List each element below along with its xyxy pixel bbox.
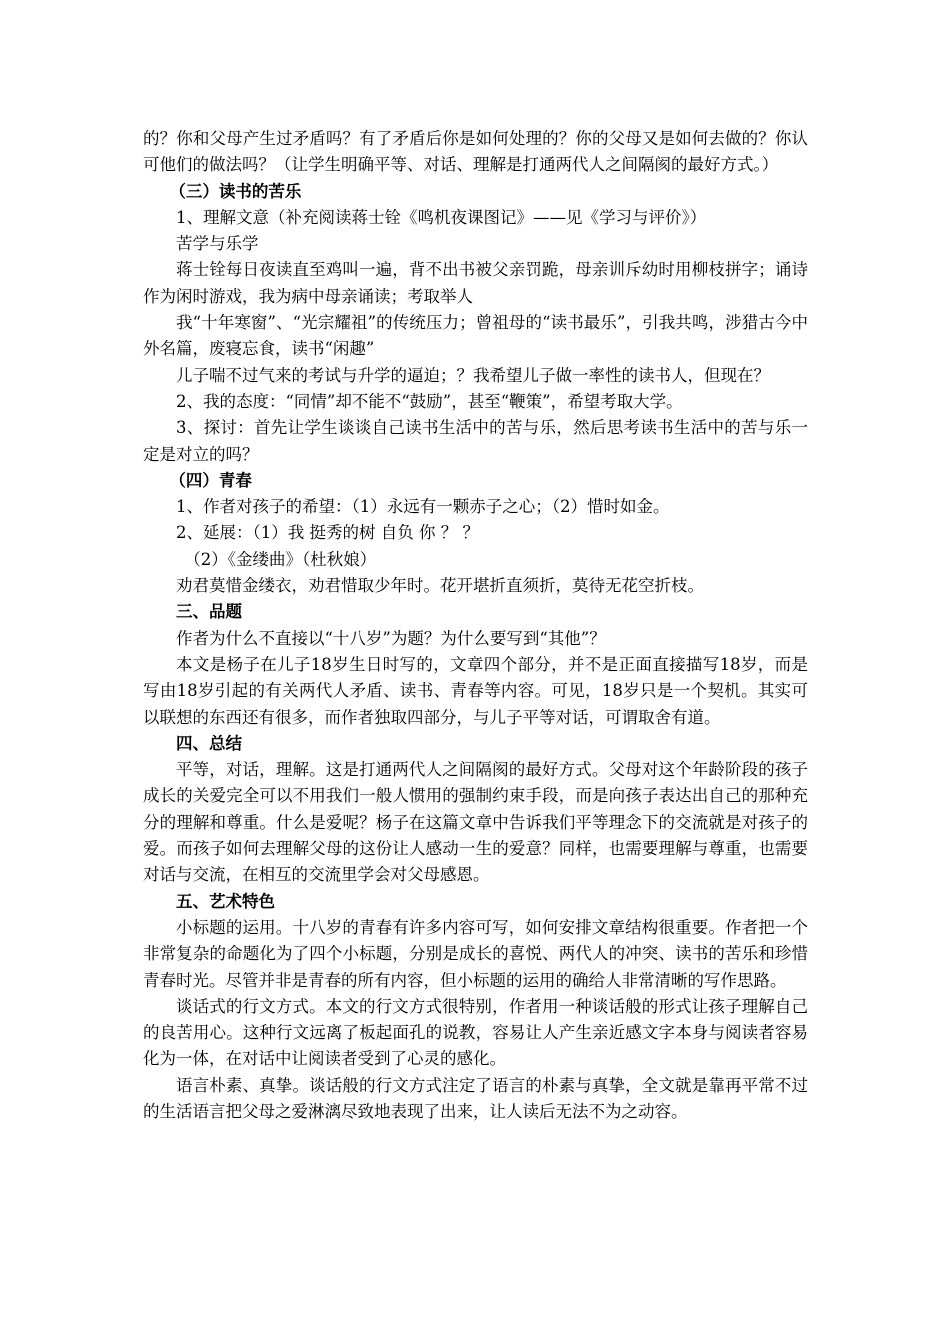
paragraph-wo: 我“十年寒窗”、“光宗耀祖”的传统压力；曾祖母的“读书最乐”，引我共鸣，涉猎古今中外名篇，废寝忘食，读书“闲趣”: [143, 313, 808, 359]
paragraph-art-3: 语言朴素、真挚。谈话般的行文方式注定了语言的朴素与真挚，全文就是靠再平常不过的生活语言把父母之爱淋漓尽致地表现了出来，让人读后无法不为之动容。: [143, 1075, 808, 1121]
paragraph-summary: 平等，对话，理解。这是打通两代人之间隔阂的最好方式。父母对这个年龄阶段的孩子成长的关爱完全可以不用我们一般人惯用的强制约束手段，而是向孩子表达出自己的那种充分的理解和尊重。什么是爱呢？杨子在这篇文章中告诉我们平等理念下的交流就是对孩子的爱。而孩子如何去理解父母的这份让人感动一生的爱意？同样，也需要理解与尊重，也需要对话与交流，在相互的交流里学会对父母感恩。: [143, 760, 808, 885]
document-page: [143, 126, 808, 1125]
poem-line: 劝君莫惜金缕衣，劝君惜取少年时。花开堪折直须折，莫待无花空折枝。: [176, 576, 704, 596]
list-item: 3、探讨：首先让学生谈谈自己读书生活中的苦与乐，然后思考读书生活中的苦与乐一定是对立的吗？: [143, 418, 808, 464]
paragraph-art-2: 谈话式的行文方式。本文的行文方式很特别，作者用一种谈话般的形式让孩子理解自己的良苦用心。这种行文远离了板起面孔的说教，容易让人产生亲近感文字本身与阅读者容易化为一体，在对话中让阅读者受到了心灵的感化。: [143, 996, 808, 1069]
section-heading-title: 三、品题: [176, 602, 242, 622]
sub-label: 苦学与乐学: [176, 234, 259, 254]
intro-paragraph: 的？你和父母产生过矛盾吗？有了矛盾后你是如何处理的？你的父母又是如何去做的？你认可他们的做法吗？（让学生明确平等、对话、理解是打通两代人之间隔阂的最好方式。）: [143, 129, 808, 175]
paragraph-erzi: 儿子喘不过气来的考试与升学的逼迫；？我希望儿子做一率性的读书人，但现在？: [176, 365, 770, 385]
paragraph-jiang: 蒋士铨每日夜读直至鸡叫一遍，背不出书被父亲罚跪，母亲训斥幼时用柳枝拼字；诵诗作为闲时游戏，我为病中母亲诵读；考取举人: [143, 260, 808, 306]
list-item: （2）《金缕曲》（杜秋娘）: [184, 549, 377, 569]
list-item: 1、作者对孩子的希望：（1）永远有一颗赤子之心；（2）惜时如金。: [176, 497, 670, 517]
section-heading-reading: （三）读书的苦乐: [169, 181, 302, 201]
section-heading-art: 五、艺术特色: [176, 891, 275, 911]
list-item: 2、延展：（1）我 挺秀的树 自负 你 ？ ？: [176, 523, 479, 543]
section-heading-summary: 四、总结: [176, 733, 242, 753]
paragraph-question: 作者为什么不直接以“十八岁”为题？为什么要写到“其他”？: [176, 628, 606, 648]
paragraph-art-1: 小标题的运用。十八岁的青春有许多内容可写，如何安排文章结构很重要。作者把一个非常复杂的命题化为了四个小标题，分别是成长的喜悦、两代人的冲突、读书的苦乐和珍惜青春时光。尽管并非是青春的所有内容，但小标题的运用的确给人非常清晰的写作思路。: [143, 917, 808, 990]
paragraph-title-analysis: 本文是杨子在儿子18岁生日时写的，文章四个部分，并不是正面直接描写18岁，而是写由18岁引起的有关两代人矛盾、读书、青春等内容。可见，18岁只是一个契机。其实可以联想的东西还有很多，而作者独取四部分，与儿子平等对话，可谓取舍有道。: [143, 654, 808, 727]
list-item: 1、理解文意（补充阅读蒋士铨《鸣机夜课图记》——见《学习与评价》）: [176, 207, 707, 227]
list-item: 2、我的态度：“同情”却不能不“鼓励”，甚至“鞭策”，希望考取大学。: [176, 391, 683, 411]
section-heading-youth: （四）青春: [169, 470, 252, 490]
